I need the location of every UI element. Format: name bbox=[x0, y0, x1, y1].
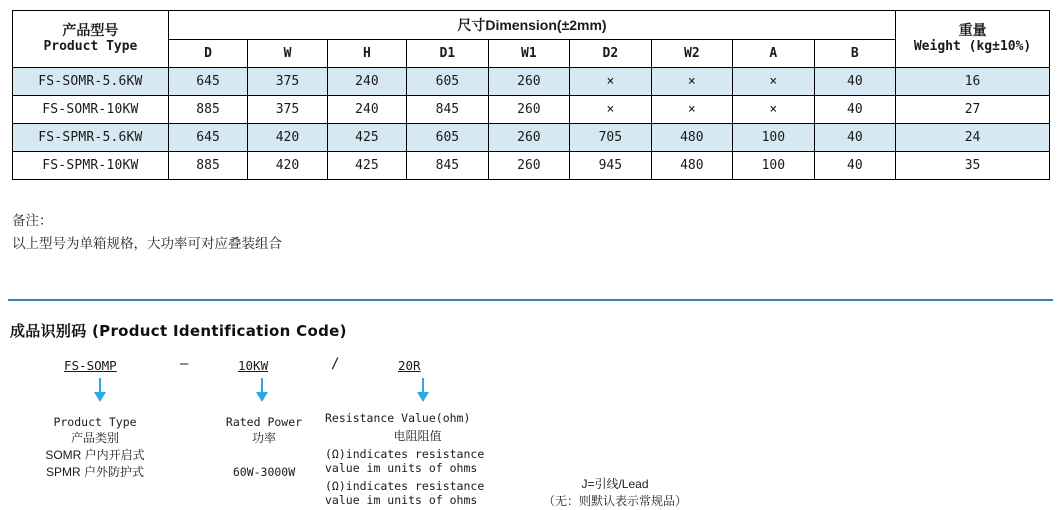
cell-b: 40 bbox=[814, 152, 896, 180]
down-arrow-icon bbox=[255, 378, 269, 404]
cell-a: 100 bbox=[733, 124, 814, 152]
cell-b: 40 bbox=[814, 96, 896, 124]
cell-h: 425 bbox=[327, 152, 406, 180]
cell-weight: 24 bbox=[896, 124, 1050, 152]
type-desc-cn: 产品类别 bbox=[70, 431, 119, 445]
cell-d2: 945 bbox=[570, 152, 651, 180]
cell-weight: 27 bbox=[896, 96, 1050, 124]
header-sub-h: H bbox=[327, 40, 406, 68]
header-model bbox=[13, 11, 169, 68]
resistance-desc-cn: 电阻阻值 bbox=[393, 429, 442, 443]
power-desc-range: 60W-3000W bbox=[232, 465, 296, 479]
down-arrow-icon bbox=[93, 378, 107, 404]
cell-model: FS-SOMR-10KW bbox=[13, 96, 169, 124]
header-sub-w: W bbox=[248, 40, 327, 68]
header-model-en: Product Type bbox=[43, 39, 138, 55]
cell-w: 420 bbox=[248, 152, 327, 180]
cell-d: 885 bbox=[168, 152, 247, 180]
spec-table-container bbox=[12, 10, 1050, 180]
product-identification-code-diagram bbox=[0, 352, 1061, 508]
cell-h: 240 bbox=[327, 96, 406, 124]
table-row bbox=[13, 68, 1050, 96]
cell-d: 645 bbox=[168, 124, 247, 152]
header-weight-en: Weight (kg±10%) bbox=[913, 39, 1032, 55]
code-token-type: FS-SOMP bbox=[64, 358, 117, 373]
code-separator-dash: — bbox=[180, 356, 189, 372]
section-divider bbox=[8, 299, 1053, 301]
header-sub-a: A bbox=[733, 40, 814, 68]
cell-w1: 260 bbox=[488, 68, 569, 96]
table-header-row-2 bbox=[13, 40, 1050, 68]
cell-weight: 35 bbox=[896, 152, 1050, 180]
power-desc-en: Rated Power bbox=[225, 415, 303, 429]
resistance-desc-note2-line2: value im units of ohms bbox=[325, 493, 478, 507]
cell-a: × bbox=[733, 68, 814, 96]
cell-model: FS-SPMR-5.6KW bbox=[13, 124, 169, 152]
notes-text: 以上型号为单箱规格，大功率可对应叠装组合 bbox=[12, 235, 282, 251]
type-desc-en: Product Type bbox=[53, 415, 137, 429]
code-separator-slash: / bbox=[331, 356, 340, 372]
cell-model: FS-SPMR-10KW bbox=[13, 152, 169, 180]
header-dimension: 尺寸Dimension(±2mm) bbox=[168, 11, 895, 40]
cell-w2: 480 bbox=[651, 152, 732, 180]
lead-desc-line1: J=引线/Lead bbox=[581, 477, 649, 491]
cell-d1: 845 bbox=[407, 96, 488, 124]
cell-w2: 480 bbox=[651, 124, 732, 152]
table-row bbox=[13, 152, 1050, 180]
header-sub-w1: W1 bbox=[488, 40, 569, 68]
type-desc-spmr: SPMR 户外防护式 bbox=[45, 465, 144, 479]
code-token-power: 10KW bbox=[238, 358, 269, 373]
cell-model: FS-SOMR-5.6KW bbox=[13, 68, 169, 96]
resistance-desc-note1-line1: (Ω)indicates resistance bbox=[325, 447, 485, 461]
cell-w: 375 bbox=[248, 96, 327, 124]
cell-d2: 705 bbox=[570, 124, 651, 152]
power-desc-cn: 功率 bbox=[251, 431, 276, 445]
cell-weight: 16 bbox=[896, 68, 1050, 96]
resistance-desc-note1-line2: value im units of ohms bbox=[325, 461, 478, 475]
cell-w1: 260 bbox=[488, 96, 569, 124]
cell-d2: × bbox=[570, 68, 651, 96]
cell-w1: 260 bbox=[488, 124, 569, 152]
header-weight bbox=[896, 11, 1050, 68]
cell-a: 100 bbox=[733, 152, 814, 180]
resistance-desc-note2-line1: (Ω)indicates resistance bbox=[325, 479, 485, 493]
cell-d: 645 bbox=[168, 68, 247, 96]
cell-w2: × bbox=[651, 96, 732, 124]
cell-d2: × bbox=[570, 96, 651, 124]
table-row bbox=[13, 124, 1050, 152]
cell-b: 40 bbox=[814, 68, 896, 96]
type-desc-somr: SOMR 户内开启式 bbox=[45, 448, 145, 462]
table-header-row-1 bbox=[13, 11, 1050, 40]
cell-w1: 260 bbox=[488, 152, 569, 180]
notes-label: 备注： bbox=[12, 213, 53, 228]
code-token-resistance: 20R bbox=[398, 358, 421, 373]
cell-w: 420 bbox=[248, 124, 327, 152]
header-sub-d1: D1 bbox=[407, 40, 488, 68]
down-arrow-icon bbox=[416, 378, 430, 404]
header-weight-cn: 重量 bbox=[958, 21, 987, 38]
resistance-desc-en: Resistance Value(ohm) bbox=[325, 411, 471, 425]
lead-desc-line2: （无：则默认表示常规品） bbox=[542, 494, 687, 508]
cell-d: 885 bbox=[168, 96, 247, 124]
cell-a: × bbox=[733, 96, 814, 124]
page-title: 成品识别码 (Product Identification Code) bbox=[10, 322, 347, 340]
header-sub-b: B bbox=[814, 40, 896, 68]
spec-table bbox=[12, 10, 1050, 180]
cell-h: 240 bbox=[327, 68, 406, 96]
header-model-cn: 产品型号 bbox=[62, 21, 119, 38]
header-sub-w2: W2 bbox=[651, 40, 732, 68]
notes-block bbox=[12, 210, 282, 256]
table-row bbox=[13, 96, 1050, 124]
header-sub-d: D bbox=[168, 40, 247, 68]
cell-h: 425 bbox=[327, 124, 406, 152]
cell-d1: 605 bbox=[407, 124, 488, 152]
cell-w: 375 bbox=[248, 68, 327, 96]
cell-d1: 845 bbox=[407, 152, 488, 180]
cell-d1: 605 bbox=[407, 68, 488, 96]
cell-w2: × bbox=[651, 68, 732, 96]
cell-b: 40 bbox=[814, 124, 896, 152]
header-sub-d2: D2 bbox=[570, 40, 651, 68]
